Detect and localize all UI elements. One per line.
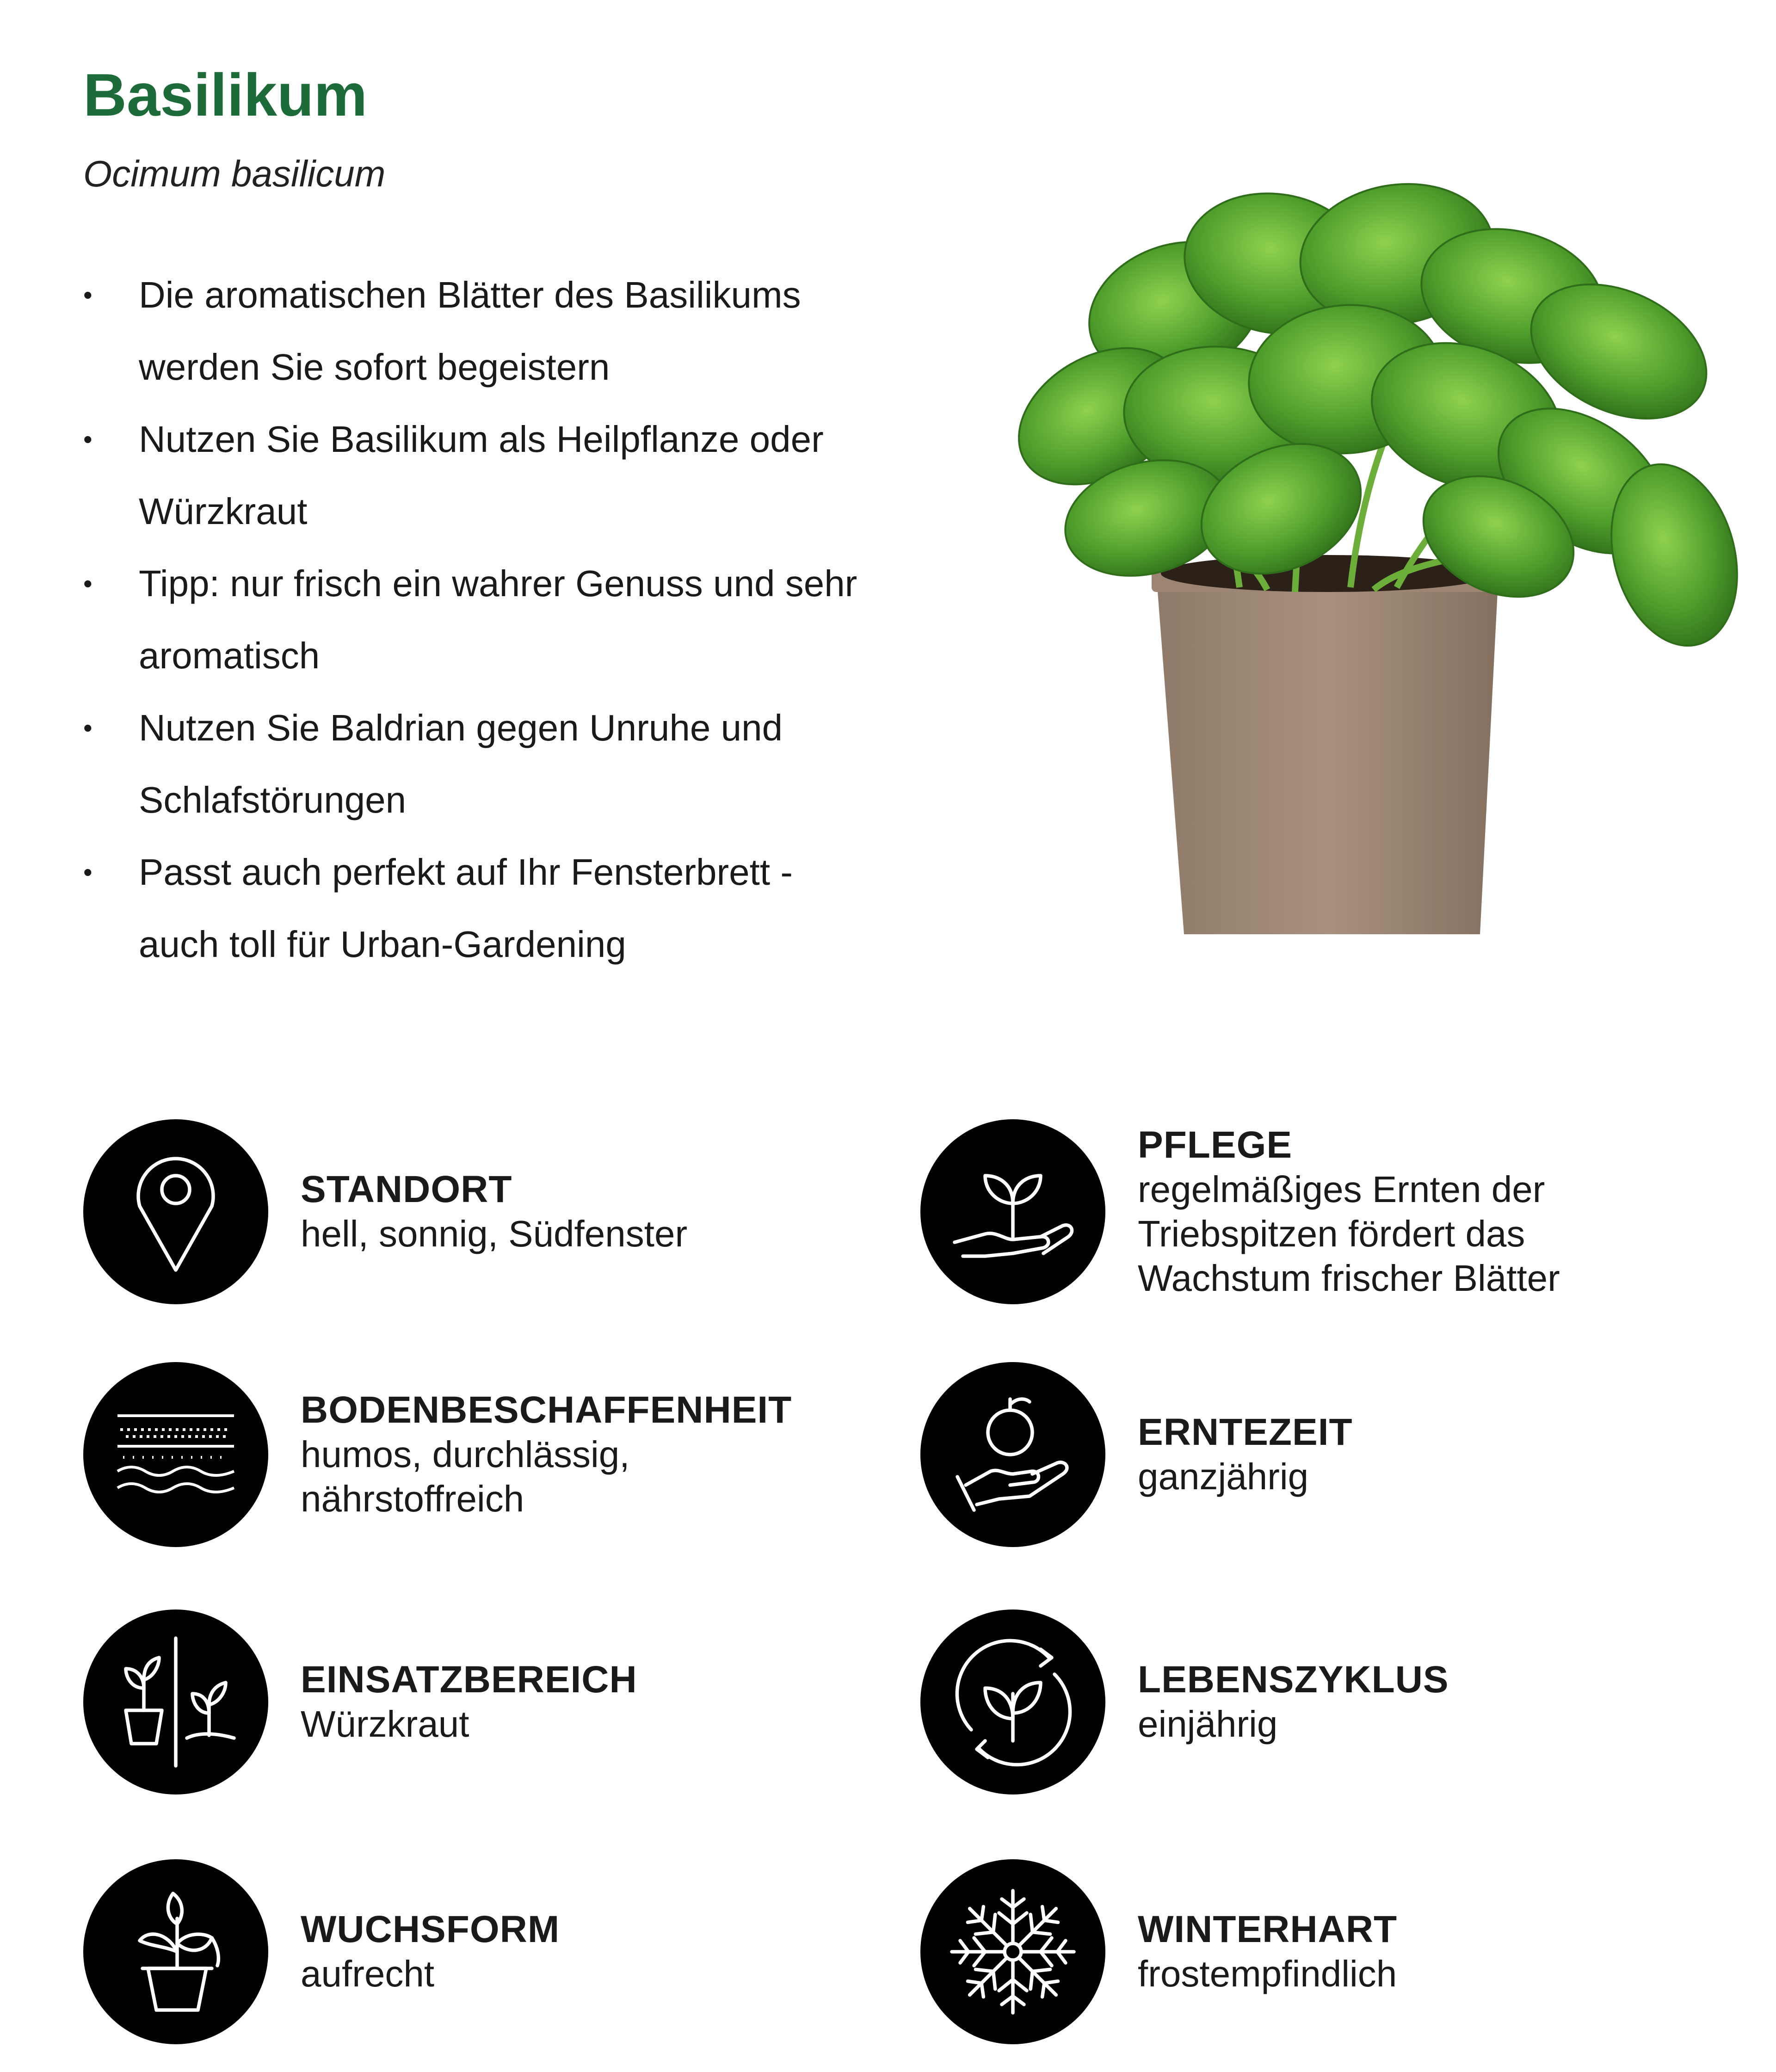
flower-pot <box>1152 555 1503 934</box>
product-title: Basilikum <box>83 61 368 129</box>
feature-value: frostempfindlich <box>1138 1953 1397 1994</box>
bullet-item: • Nutzen Sie Basilikum als Heilpflanze oder Würzkraut <box>83 403 948 548</box>
feature-wuchsform <box>83 1859 763 2044</box>
soil-layers-icon <box>83 1362 268 1547</box>
feature-pflege <box>920 1119 1600 1304</box>
potted-plant-icon <box>83 1859 268 2044</box>
feature-label: EINSATZBEREICH <box>301 1659 637 1701</box>
feature-value: ganzjährig <box>1138 1456 1309 1497</box>
feature-label: WUCHSFORM <box>301 1908 560 1950</box>
feature-erntezeit <box>920 1362 1600 1547</box>
feature-value: hell, sonnig, Südfenster <box>301 1213 688 1254</box>
bullet-item: • Passt auch perfekt auf Ihr Fensterbrett - auch toll für Urban-Gardening <box>83 836 842 980</box>
feature-einsatzbereich <box>83 1610 763 1794</box>
leaf-cycle-icon <box>920 1610 1105 1794</box>
feature-value: einjährig <box>1138 1703 1278 1745</box>
feature-standort <box>83 1119 786 1304</box>
location-pin-icon <box>83 1119 268 1304</box>
feature-bullet-list <box>83 259 962 980</box>
feature-value: Würzkraut <box>301 1703 469 1745</box>
bullet-item: • Tipp: nur frisch ein wahrer Genuss und sehr aromatisch <box>83 548 916 692</box>
seedling-in-hand-icon <box>920 1119 1105 1304</box>
fruit-in-hand-icon <box>920 1362 1105 1547</box>
feature-label: PFLEGE <box>1138 1124 1293 1166</box>
feature-label: ERNTEZEIT <box>1138 1411 1353 1453</box>
bullet-item: • Die aromatischen Blätter des Basilikums werden Sie sofort begeistern <box>83 259 925 403</box>
latin-name: Ocimum basilicum <box>83 153 386 194</box>
feature-value: humos, durchlässig, nährstoffreich <box>301 1434 630 1519</box>
basil-plant-image <box>980 157 1748 953</box>
feature-value: regelmäßiges Ernten der Triebspitzen fördert das Wachstum frischer Blätter <box>1138 1169 1560 1299</box>
bullet-item: • Nutzen Sie Baldrian gegen Unruhe und Schlafstörungen <box>83 692 916 836</box>
feature-boden <box>83 1362 792 1547</box>
pot-and-garden-icon <box>83 1610 268 1794</box>
feature-label: WINTERHART <box>1138 1908 1398 1950</box>
feature-label: BODENBESCHAFFENHEIT <box>301 1389 792 1431</box>
snowflake-icon <box>920 1859 1105 2044</box>
feature-label: LEBENSZYKLUS <box>1138 1659 1449 1701</box>
feature-label: STANDORT <box>301 1168 512 1210</box>
feature-winterhart <box>920 1859 1600 2044</box>
feature-value: aufrecht <box>301 1953 435 1994</box>
feature-lebenszyklus <box>920 1610 1600 1794</box>
